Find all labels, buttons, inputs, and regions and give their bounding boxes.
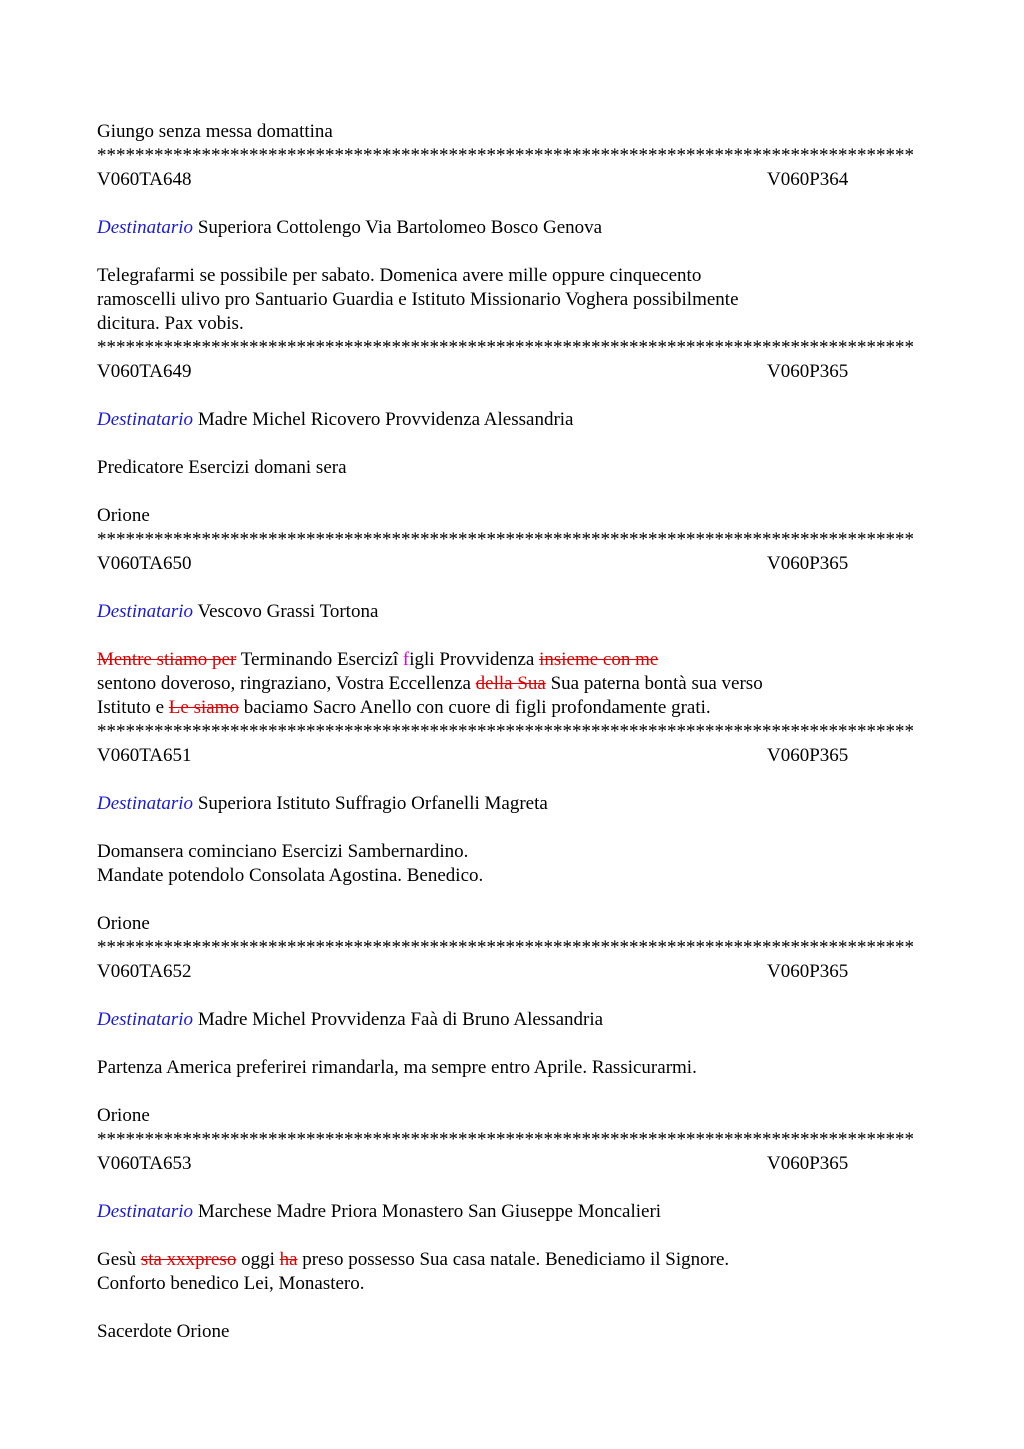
entry-code-row <box>97 360 927 384</box>
signature: Orione <box>97 505 150 526</box>
entry-code-row <box>97 552 927 576</box>
destinatario-label: Destinatario <box>97 601 194 622</box>
body-line <box>97 648 927 672</box>
recipient-name: Superiora Cottolengo Via Bartolomeo Bosco Genova <box>197 217 603 238</box>
telegram-entry <box>97 960 927 1128</box>
entry-page-ref: V060P365 <box>767 1153 849 1174</box>
body-text: baciamo Sacro Anello con cuore di figli profondamente grati. <box>238 697 711 718</box>
entry-page-ref: V060P365 <box>767 961 849 982</box>
separator-line: ************************************************************************************** <box>97 1129 914 1150</box>
separator-line: ************************************************************************************** <box>97 721 914 742</box>
deleted-text: insieme con me <box>539 649 659 670</box>
destinatario-label: Destinatario <box>97 217 194 238</box>
telegram-entry <box>97 744 927 936</box>
entry-code: V060TA651 <box>97 745 192 766</box>
entry-page-ref: V060P365 <box>767 361 849 382</box>
body-text: oggi <box>236 1249 280 1270</box>
telegram-entry <box>97 1152 927 1344</box>
signature: Orione <box>97 1105 150 1126</box>
separator-line: ************************************************************************************** <box>97 337 914 358</box>
body-line: Telegrafarmi se possibile per sabato. Domenica avere mille oppure cinquecento <box>97 265 702 286</box>
telegram-entry <box>97 360 927 528</box>
entry-page-ref: V060P364 <box>767 169 849 190</box>
telegram-entry <box>97 552 927 720</box>
separator-line: ************************************************************************************** <box>97 529 914 550</box>
recipient-line <box>97 792 927 816</box>
signature: Sacerdote Orione <box>97 1321 230 1342</box>
recipient-name: Madre Michel Provvidenza Faà di Bruno Alessandria <box>197 1009 604 1030</box>
body-text: igli Provvidenza <box>409 649 540 670</box>
recipient-name: Madre Michel Ricovero Provvidenza Alessandria <box>197 409 574 430</box>
entry-code-row <box>97 1152 927 1176</box>
deleted-text: ha <box>279 1249 298 1270</box>
body-line: ramoscelli ulivo pro Santuario Guardia e Istituto Missionario Voghera possibilmente <box>97 289 739 310</box>
body-line: Mandate potendolo Consolata Agostina. Benedico. <box>97 865 484 886</box>
separator-line: ************************************************************************************** <box>97 937 914 958</box>
destinatario-label: Destinatario <box>97 1009 194 1030</box>
destinatario-label: Destinatario <box>97 1201 194 1222</box>
entry-code: V060TA653 <box>97 1153 192 1174</box>
body-line <box>97 696 927 720</box>
body-text: sentono doveroso, ringraziano, Vostra Eccellenza <box>97 673 476 694</box>
recipient-line <box>97 600 927 624</box>
opening-line: Giungo senza messa domattina <box>97 121 333 142</box>
recipient-line <box>97 408 927 432</box>
body-line: dicitura. Pax vobis. <box>97 313 244 334</box>
entry-code: V060TA649 <box>97 361 192 382</box>
body-line: Predicatore Esercizi domani sera <box>97 457 347 478</box>
recipient-name: Vescovo Grassi Tortona <box>197 601 379 622</box>
entry-page-ref: V060P365 <box>767 745 849 766</box>
entry-code: V060TA652 <box>97 961 192 982</box>
recipient-line <box>97 1200 927 1224</box>
recipient-line <box>97 216 927 240</box>
entry-page-ref: V060P365 <box>767 553 849 574</box>
deleted-text: della Sua <box>475 673 546 694</box>
recipient-name: Superiora Istituto Suffragio Orfanelli Magreta <box>197 793 548 814</box>
entry-code-row <box>97 960 927 984</box>
body-text: Conforto benedico Lei, Monastero. <box>97 1273 365 1294</box>
body-text: Gesù <box>97 1249 141 1270</box>
body-line <box>97 672 927 696</box>
entry-code: V060TA648 <box>97 169 192 190</box>
body-line: Domansera cominciano Esercizi Sambernardino. <box>97 841 469 862</box>
recipient-name: Marchese Madre Priora Monastero San Giuseppe Moncalieri <box>197 1201 662 1222</box>
body-text: Terminando Esercizî <box>236 649 403 670</box>
entry-code-row <box>97 168 927 192</box>
body-line <box>97 1272 927 1296</box>
destinatario-label: Destinatario <box>97 793 194 814</box>
destinatario-label: Destinatario <box>97 409 194 430</box>
deleted-text: Mentre stiamo per <box>97 649 237 670</box>
deleted-text: sta xxxpreso <box>140 1249 237 1270</box>
recipient-line <box>97 1008 927 1032</box>
inserted-text: f <box>402 649 410 670</box>
document-page <box>97 120 927 1344</box>
body-text: preso possesso Sua casa natale. Benediciamo il Signore. <box>297 1249 730 1270</box>
separator-line: ************************************************************************************** <box>97 145 914 166</box>
deleted-text: Le siamo <box>168 697 239 718</box>
body-line <box>97 1248 927 1272</box>
telegram-entry <box>97 168 927 336</box>
entry-code: V060TA650 <box>97 553 192 574</box>
signature: Orione <box>97 913 150 934</box>
body-text: Istituto e <box>97 697 169 718</box>
body-line: Partenza America preferirei rimandarla, ma sempre entro Aprile. Rassicurarmi. <box>97 1057 697 1078</box>
entry-code-row <box>97 744 927 768</box>
body-text: Sua paterna bontà sua verso <box>545 673 763 694</box>
telegram-list <box>97 144 927 1344</box>
